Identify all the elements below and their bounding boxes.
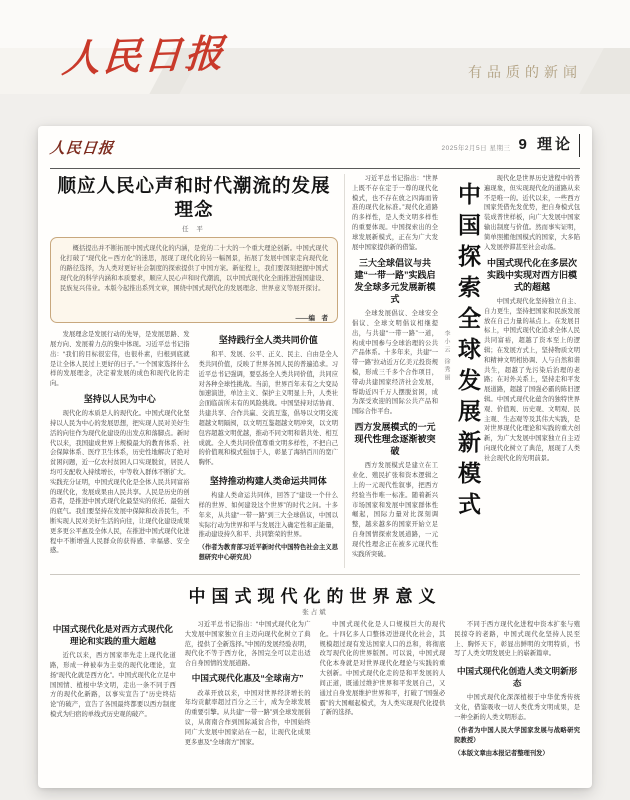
article1-column-1: [50, 330, 190, 588]
article3-headline: 中国式现代化的世界意义: [188, 587, 442, 606]
subhead-new-form-civilization: 中国式现代化创造人类文明新形态: [456, 666, 578, 688]
paragraph: 发展理念是发展行动的先导，是发展思路、发展方向、发展着力点的集中体现。习近平总书记指出：“我们的目标很宏伟，也很朴素，归根到底就是让全体人民过上更好的日子。”一个国家选择什么样的发展理念，决定着发展的成色和现代化的走向。: [50, 331, 190, 388]
article1-headline: 顺应人民心声和时代潮流的发展理念: [57, 175, 331, 221]
subhead-surpass-western-theory: 中国式现代化是对西方式现代化理论和实践的重大超越: [52, 624, 174, 646]
article2-author-2: 徐秀丽: [443, 357, 449, 382]
article2-vertical-title-block: [440, 182, 480, 542]
paragraph: 改革开放以来，中国对世界经济增长的年均贡献率超过百分之三十，成为全球发展的重要引擎。从共建“一带一路”到全球发展倡议，从南南合作到国际减贫合作，中国始终同广大发展中国家站在一起，让现代化成果更多惠及“全球南方”国家。: [184, 689, 311, 746]
subhead-people-centered: 坚持以人民为中心: [83, 393, 156, 404]
page-date: 2025年2月5日 星期三: [441, 145, 511, 152]
paragraph: 近代以来，西方国家率先走上现代化道路，形成一种被奉为圭臬的现代化理论，宣扬“现代化就是西方化”。中国式现代化立足中国国情、植根中华文明，走出一条不同于西方的现代化新路，以事实宣告了“历史终结论”的破产，宣告了各国最终都要以西方制度模式为归宿的单线式历史观的破产。: [50, 652, 176, 719]
column-divider: [344, 174, 345, 568]
section-divider-rule: [50, 574, 580, 575]
article3-author-note: （作者为中国人民大学国家发展与战略研究院教授）: [454, 726, 580, 744]
subhead-surpassing-old-models: 中国式现代化在多层次实践中实现对西方旧模式的超越: [486, 257, 577, 292]
paragraph: 现代化的本质是人的现代化。中国式现代化坚持以人民为中心的发展思想，把实现人民对美好生活的向往作为现代化建设的出发点和落脚点。新时代以来，我国建成世界上规模最大的教育体系、社会保障体系、医疗卫生体系，历史性地解决了绝对贫困问题，近一亿农村贫困人口实现脱贫，居民人均可支配收入持续增长，中等收入群体不断扩大。实践充分证明，中国式现代化是全体人民共同富裕的现代化，发展成果由人民共享。人民是历史的创造者，是推进中国式现代化最坚实的依托、最强大的底气。我们要坚持在发展中保障和改善民生，不断实现人民对美好生活的向往，让现代化建设成果更多更公平惠及全体人民，在推进中国式现代化进程中不断增强人民群众的获得感、幸福感、安全感。: [50, 410, 190, 555]
paragraph: 习近平总书记指出：“中国式现代化为广大发展中国家独立自主迈向现代化树立了典范，提供了全新选择。”中国的发展经验表明，现代化不等于西方化，各国完全可以走出适合自身国情的发展道路。: [184, 621, 311, 668]
page-header-right: [441, 134, 580, 157]
article3-column-2: [185, 620, 311, 776]
article2-headline-vertical: 中国探索全球发展新模式: [455, 182, 480, 523]
subhead-western-model-breakthrough: 西方发展模式的一元现代性理念逐渐被突破: [354, 422, 436, 457]
editor-note-text: 概括提出并不断拓展中国式现代化的内涵，是党的二十大的一个重大理论创新。中国式现代化打破了“现代化＝西方化”的迷思，展现了现代化的另一幅图景，拓展了发展中国家走向现代化的路径选择，为人类对更好社会制度的探索提供了中国方案。新征程上，我们要深刻把握中国式现代化的科学内涵和本质要求，顺应人民心声和时代潮流，以中国式现代化全面推进强国建设、民族复兴伟业。本版今起推出系列文章，围绕中国式现代化的发展理念、世界意义等展开探讨。: [60, 245, 328, 293]
article3-author: 张占斌: [302, 609, 328, 616]
newspaper-page: [38, 126, 592, 788]
editor-note-box: [50, 237, 338, 323]
section-name: 理论: [536, 136, 573, 153]
subhead-common-values: 坚持践行全人类共同价值: [218, 335, 318, 346]
brand-tagline: 有品质的新闻: [468, 64, 582, 80]
article2-authors: [440, 330, 451, 382]
article3-column-4: [454, 620, 580, 776]
article3-columns: [50, 620, 580, 776]
paragraph: 中国式现代化深深植根于中华优秀传统文化，借鉴吸收一切人类优秀文明成果，是一种全新的人类文明形态。: [454, 694, 580, 722]
paragraph: 中国式现代化坚持独立自主、自力更生，坚持把国家和民族发展放在自己力量的基点上。在发展目标上，中国式现代化追求全体人民共同富裕，超越了资本至上的逻辑；在发展方式上，坚持物质文明和精神文明相协调、人与自然和谐共生，超越了先污染后治理的老路；在对外关系上，坚持走和平发展道路，超越了国强必霸的陈旧逻辑。中国式现代化蕴含的独特世界观、价值观、历史观、文明观、民主观、生态观等及其伟大实践，是对世界现代化理论和实践的重大创新，为广大发展中国家独立自主迈向现代化树立了典范，展现了人类社会现代化的光明前景。: [484, 297, 580, 462]
article2-author-1: 李小云: [443, 330, 449, 354]
editor-note-signoff: ——编 者: [295, 315, 328, 323]
header-rule: [50, 168, 580, 169]
subhead-community-shared-future: 坚持推动构建人类命运共同体: [209, 475, 327, 486]
article1-author-note: （作者为教育部习近平新时代中国特色社会主义思想研究中心研究员）: [198, 544, 338, 561]
page-number: 9: [518, 136, 530, 153]
peoples-daily-logo: 人民日报: [60, 33, 228, 81]
article3-column-1: [50, 620, 176, 776]
page-number-section: [516, 134, 580, 157]
subhead-three-initiatives: 三大全球倡议与共建“一带一路”实践启发全球多元发展新模式: [354, 257, 436, 304]
article2-column-1: [352, 174, 438, 568]
paragraph: 全球发展倡议、全球安全倡议、全球文明倡议相继提出，与共建“一带一路”一道，构成中国参与全球治理的公共产品体系。十多年来，共建“一带一路”拉动近万亿美元投资规模，形成三千多个合作项目，带动共建国家经济社会发展，帮助近四千万人摆脱贫困，成为深受欢迎的国际公共产品和国际合作平台。: [352, 310, 438, 416]
article-development-concept: [50, 174, 338, 568]
article1-column-2: [199, 330, 339, 588]
page-masthead-logo: 人民日报: [49, 141, 115, 157]
paragraph: 不同于西方现代化进程中资本扩张与殖民掠夺的老路，中国式现代化坚持人民至上、胸怀天下，彰显出鲜明的文明特质，书写了人类文明发展史上的崭新篇章。: [454, 621, 580, 658]
article1-columns: [50, 330, 338, 588]
paragraph: 现代化是世界历史进程中的普遍现象，但实现现代化的道路从来不是唯一的。近代以来，一些西方国家凭借先发优势，把自身模式包装成普世样板，向广大发展中国家输出制度与价值。然而事实证明，简单照搬他国模式的国家，大多陷入发展停滞甚至社会动荡。: [484, 175, 580, 251]
article3-column-3: [320, 620, 446, 776]
paragraph: 中国式现代化是人口规模巨大的现代化。十四亿多人口整体迈进现代化社会，其规模超过现有发达国家人口的总和，将彻底改写现代化的世界版图。可以说，中国式现代化本身就是对世界现代化理论与实践的重大创新。中国式现代化走的是和平发展的人间正道，既通过维护世界和平发展自己，又通过自身发展维护世界和平，打破了“国强必霸”的大国崛起模式，为人类实现现代化提供了新的选择。: [319, 621, 446, 717]
article2-column-2: [484, 174, 580, 568]
paragraph: 西方发展模式是建立在工业化、殖民扩张和资本逻辑之上的一元现代性叙事，把西方经验当作唯一标准。随着新兴市场国家和发展中国家群体性崛起，国际力量对比深刻调整，越来越多的国家开始立足自身国情探索发展道路，一元现代性理念正在被多元现代性实践所突破。: [352, 462, 438, 558]
subhead-global-south: 中国式现代化惠及“全球南方”: [191, 673, 304, 684]
paragraph: 和平、发展、公平、正义、民主、自由是全人类共同价值，反映了世界各国人民的普遍追求。习近平总书记强调，要弘扬全人类共同价值，共同应对各种全球性挑战。当前，世界百年未有之大变局加速演进，单边主义、保护主义明显上升，人类社会面临前所未有的风险挑战。中国坚持对话协商、共建共享、合作共赢、交流互鉴，倡导以文明交流超越文明隔阂，以文明互鉴超越文明冲突，以文明包容超越文明优越，推动不同文明和谐共处、相互成就。全人类共同价值尊重文明多样性，不把自己的价值观和模式强加于人，彰显了海纳百川的宽广胸怀。: [198, 351, 338, 467]
article1-author: 任 平: [182, 226, 206, 234]
paragraph: 习近平总书记指出：“世界上既不存在定于一尊的现代化模式，也不存在放之四海而皆准的现代化标准。”现代化道路的多样性，是人类文明多样性的重要体现。中国探索出的全球发展新模式，正在为广大发展中国家提供新的借鉴。: [352, 175, 438, 251]
paragraph: 构建人类命运共同体，回答了“建设一个什么样的世界、如何建设这个世界”的时代之问。十多年来，从共建“一带一路”到三大全球倡议，中国以实际行动为世界和平与发展注入确定性和正能量，推动建设持久和平、共同繁荣的世界。: [198, 492, 338, 539]
article3-source-note: （本版文章由本报记者整理刊发）: [454, 749, 549, 757]
